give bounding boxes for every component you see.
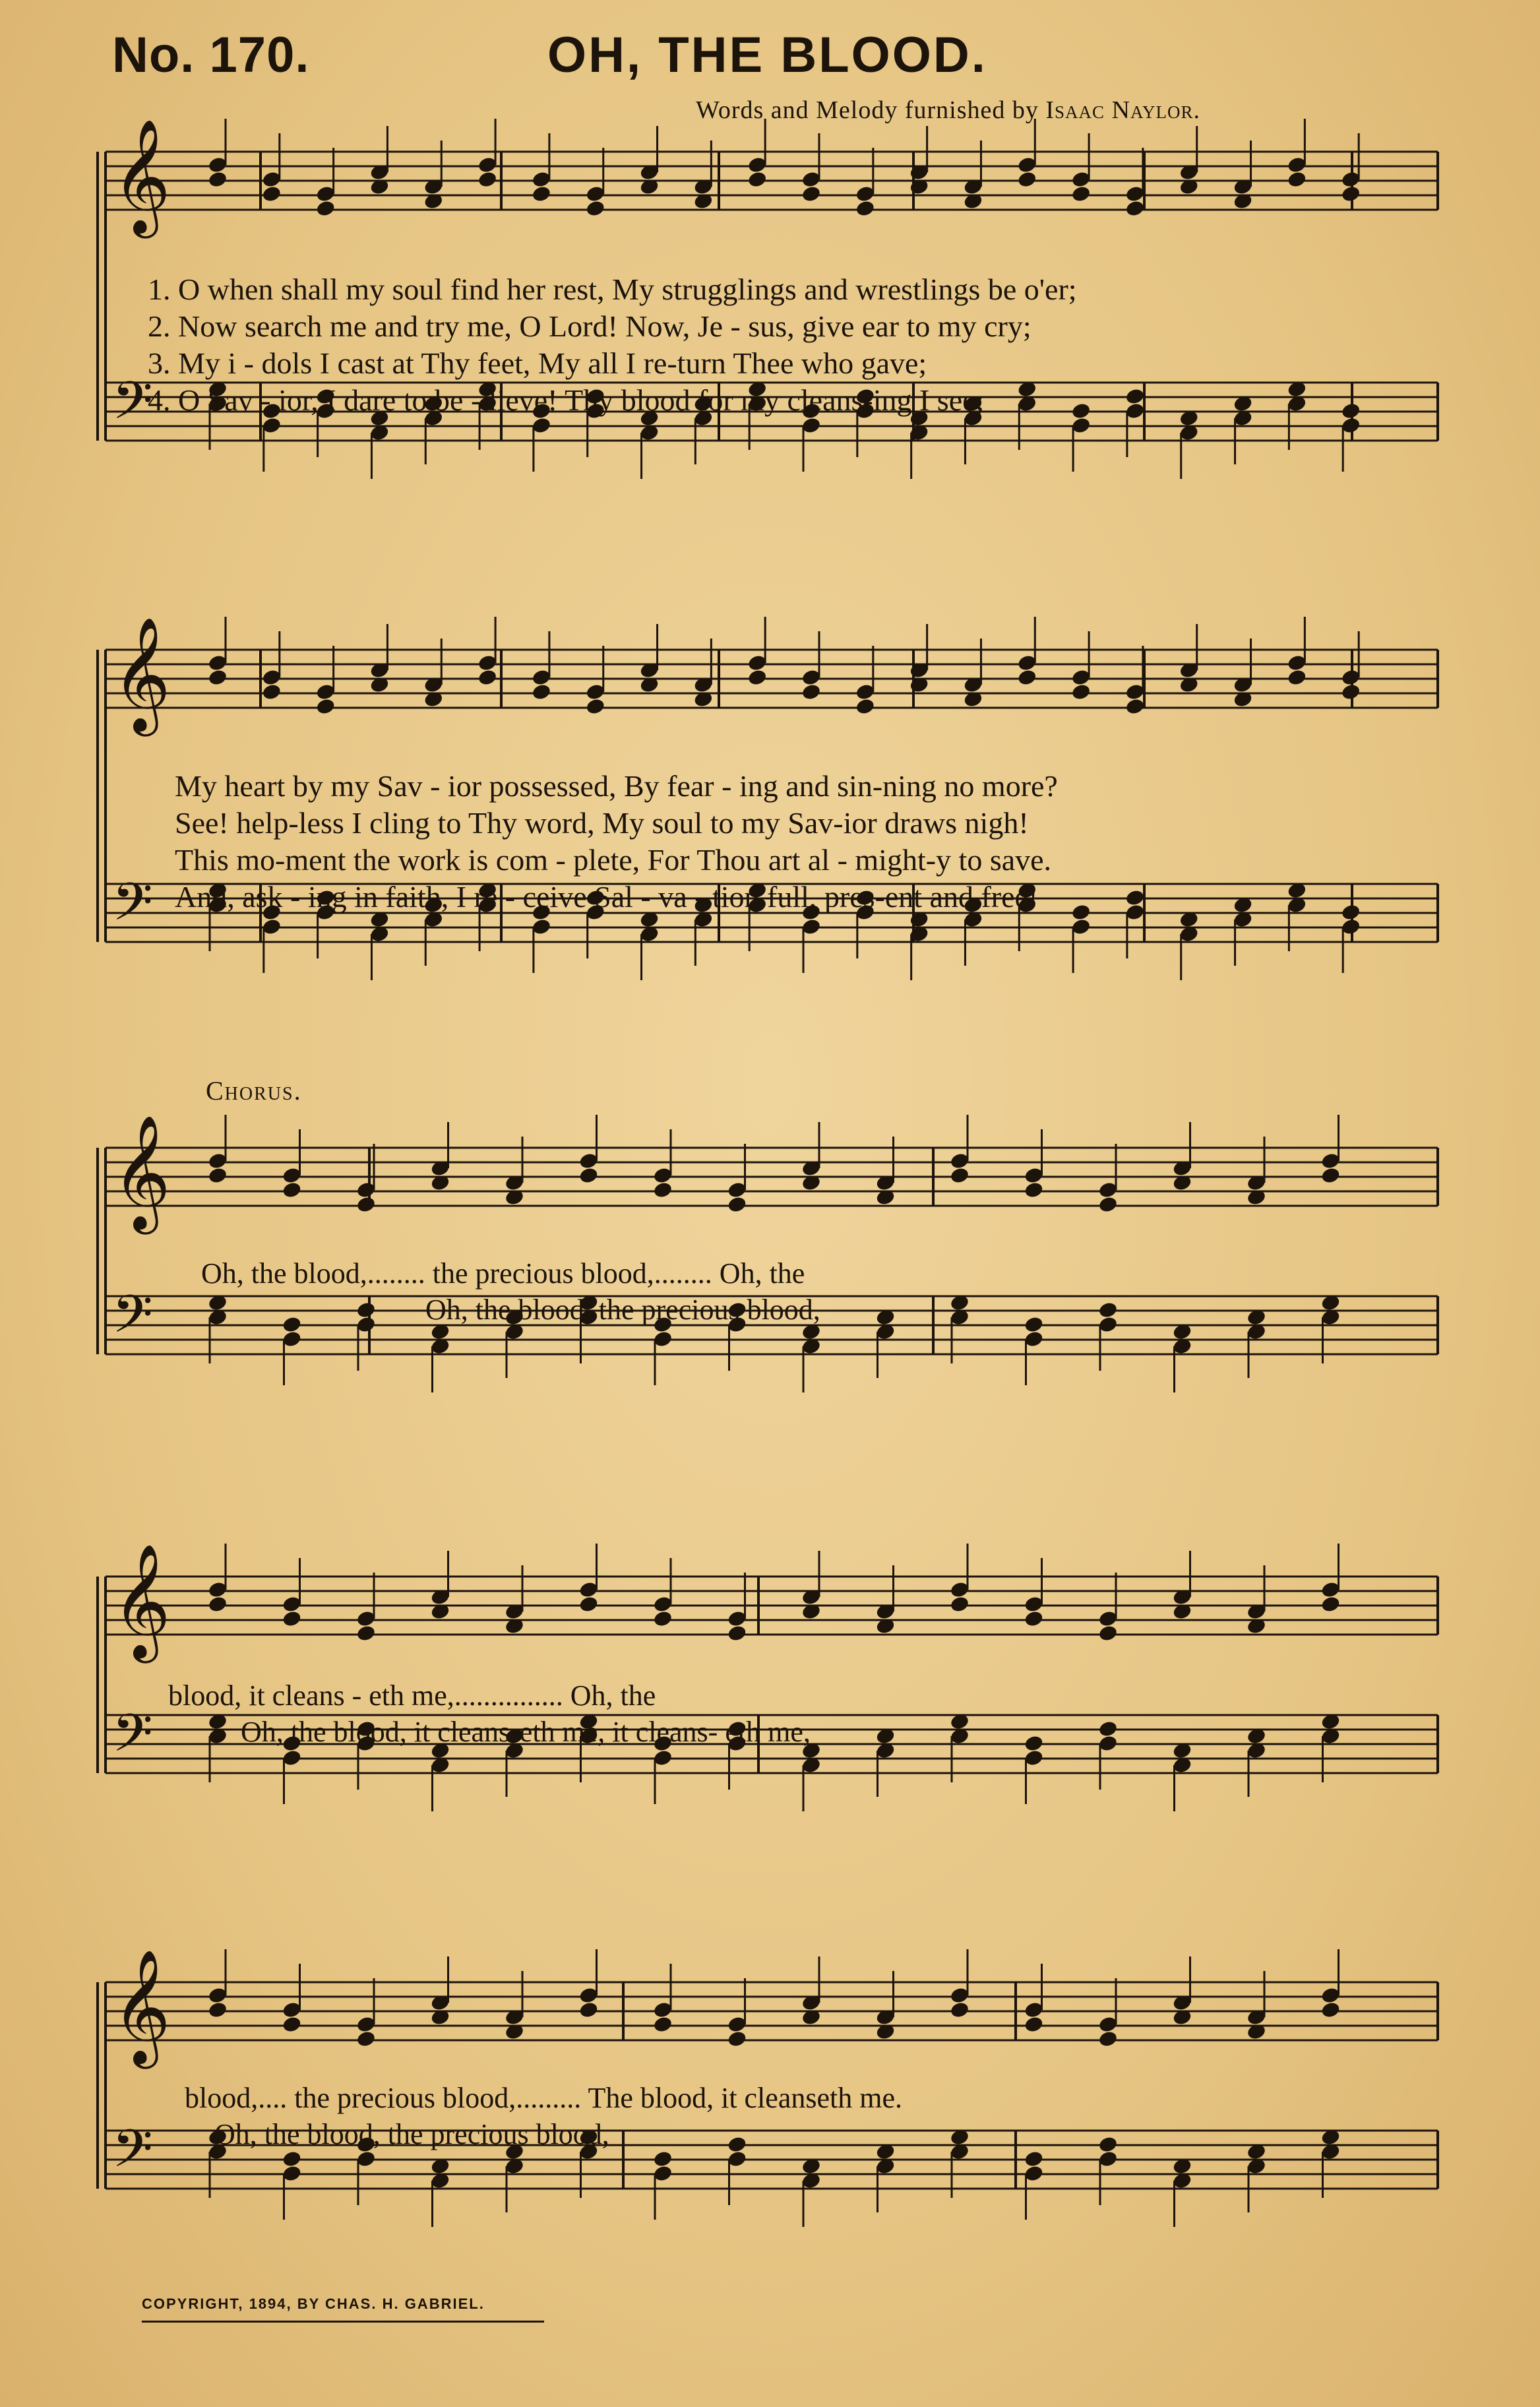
note-head bbox=[578, 1166, 599, 1185]
bass-clef-5: 𝄢 bbox=[112, 2118, 153, 2192]
note-head bbox=[727, 1624, 747, 1642]
chorus-lyric-1-upper: Oh, the blood,........ the precious blood,........ Oh, the bbox=[201, 1257, 805, 1290]
note-head bbox=[355, 1624, 376, 1642]
note-head bbox=[1287, 170, 1307, 189]
treble-staff-4 bbox=[106, 1577, 1438, 1635]
note-head bbox=[207, 1595, 228, 1613]
note-head bbox=[355, 2030, 376, 2048]
note-head bbox=[1341, 903, 1361, 922]
verse-3-line-2: This mo-ment the work is com - plete, For Thou art al - might-y to save. bbox=[175, 843, 1052, 877]
verse-1-line-2: My heart by my Sav - ior possessed, By fear - ing and sin-ning no more? bbox=[175, 769, 1058, 803]
note-head bbox=[315, 697, 336, 716]
note-head bbox=[315, 199, 336, 218]
chorus-lyric-3-upper: blood,.... the precious blood,......... The blood, it cleanseth me. bbox=[185, 2082, 902, 2114]
note-head bbox=[1070, 683, 1091, 701]
note-head bbox=[207, 170, 228, 189]
bass-clef-3: 𝄢 bbox=[112, 1284, 153, 1358]
note-head bbox=[652, 1181, 673, 1199]
verse-3-line-1: 3. My i - dols I cast at Thy feet, My all I re-turn Thee who gave; bbox=[148, 346, 927, 380]
note-head bbox=[1320, 2001, 1341, 2019]
note-head bbox=[1097, 2030, 1118, 2048]
bass-clef-4: 𝄢 bbox=[112, 1703, 153, 1776]
chorus-label: Chorus. bbox=[206, 1076, 302, 1106]
treble-clef-2: 𝄞 bbox=[112, 617, 171, 732]
chorus-lyric-3-lower: Oh, the blood, the precious blood, bbox=[214, 2118, 609, 2150]
note-head bbox=[1017, 170, 1037, 189]
note-head bbox=[1070, 903, 1091, 922]
note-head bbox=[1097, 1195, 1118, 1214]
note-head bbox=[1097, 2135, 1118, 2154]
copyright-underline bbox=[142, 2321, 544, 2323]
note-head bbox=[1024, 1181, 1044, 1199]
note-head bbox=[1341, 402, 1361, 420]
note-head bbox=[1024, 2150, 1044, 2168]
hymn-title: OH, THE BLOOD. bbox=[547, 27, 987, 83]
verse-2-line-1: 2. Now search me and try me, O Lord! Now, Je - sus, give ear to my cry; bbox=[148, 309, 1032, 343]
note-head bbox=[727, 2030, 747, 2048]
note-head bbox=[747, 170, 768, 189]
note-head bbox=[261, 683, 282, 701]
treble-clef-4: 𝄞 bbox=[112, 1544, 171, 1658]
bass-clef-2: 𝄢 bbox=[112, 871, 153, 945]
note-head bbox=[1024, 1734, 1044, 1753]
note-head bbox=[949, 1595, 970, 1613]
note-head bbox=[1070, 185, 1091, 203]
note-head bbox=[355, 1195, 376, 1214]
note-head bbox=[1124, 889, 1145, 907]
note-head bbox=[355, 1301, 376, 1319]
note-head bbox=[652, 2150, 673, 2168]
note-head bbox=[949, 1166, 970, 1185]
note-head bbox=[1017, 668, 1037, 687]
note-head bbox=[207, 668, 228, 687]
note-head bbox=[282, 2150, 302, 2168]
note-head bbox=[578, 2001, 599, 2019]
note-head bbox=[477, 170, 497, 189]
note-head bbox=[207, 1166, 228, 1185]
verse-4-line-2: And, ask - ing in faith, I re - ceive Sal - va - tion full, pres-ent and free! bbox=[175, 880, 1039, 914]
note-head bbox=[855, 697, 875, 716]
note-head bbox=[531, 683, 551, 701]
note-head bbox=[282, 1315, 302, 1334]
treble-staff-5 bbox=[106, 1982, 1438, 2040]
note-head bbox=[282, 2015, 302, 2034]
note-head bbox=[477, 668, 497, 687]
note-head bbox=[1320, 1595, 1341, 1613]
verse-1-line-1: 1. O when shall my soul find her rest, My strugglings and wrestlings be o'er; bbox=[148, 272, 1077, 306]
note-head bbox=[585, 199, 605, 218]
note-head bbox=[1024, 1610, 1044, 1628]
note-head bbox=[1024, 2015, 1044, 2034]
treble-staff-3 bbox=[106, 1148, 1438, 1206]
note-head bbox=[578, 1595, 599, 1613]
chorus-lyric-2-upper: blood, it cleans - eth me,............... Oh, the bbox=[168, 1679, 656, 1712]
verse-2-line-2: See! help-less I cling to Thy word, My soul to my Sav-ior draws nigh! bbox=[175, 806, 1029, 840]
note-head bbox=[801, 683, 821, 701]
note-head bbox=[1024, 1315, 1044, 1334]
treble-clef-1: 𝄞 bbox=[112, 119, 171, 234]
note-head bbox=[747, 668, 768, 687]
chorus-lyric-1-lower: Oh, the blood, the precious blood, bbox=[425, 1294, 820, 1326]
treble-clef-5: 𝄞 bbox=[112, 1949, 171, 2064]
note-head bbox=[282, 1181, 302, 1199]
hymn-number: No. 170. bbox=[112, 27, 310, 83]
credit-prefix: Words and Melody furnished by bbox=[696, 96, 1046, 124]
note-head bbox=[1341, 185, 1361, 203]
note-head bbox=[1341, 683, 1361, 701]
note-head bbox=[727, 1195, 747, 1214]
note-head bbox=[855, 199, 875, 218]
note-head bbox=[1097, 1720, 1118, 1738]
note-head bbox=[949, 2001, 970, 2019]
note-head bbox=[1097, 1624, 1118, 1642]
note-head bbox=[261, 185, 282, 203]
note-head bbox=[1124, 697, 1145, 716]
note-head bbox=[1124, 387, 1145, 406]
note-head bbox=[1124, 199, 1145, 218]
copyright-notice: COPYRIGHT, 1894, BY CHAS. H. GABRIEL. bbox=[142, 2296, 485, 2312]
verse-4-line-1: 4. O Sav - ior, I dare to be - lieve! Thy blood for my cleans-ing I see; bbox=[148, 383, 985, 417]
chorus-lyric-2-lower: Oh, the blood, it cleans-eth me, it cleans- eth me, bbox=[241, 1716, 811, 1748]
note-head bbox=[652, 1610, 673, 1628]
bass-clef-1: 𝄢 bbox=[112, 370, 153, 444]
note-head bbox=[1320, 1166, 1341, 1185]
note-head bbox=[652, 2015, 673, 2034]
note-head bbox=[531, 185, 551, 203]
note-head bbox=[207, 2001, 228, 2019]
treble-clef-3: 𝄞 bbox=[112, 1115, 171, 1230]
note-head bbox=[1097, 1301, 1118, 1319]
note-head bbox=[282, 1610, 302, 1628]
note-head bbox=[727, 2135, 747, 2154]
note-head bbox=[585, 697, 605, 716]
note-head bbox=[1287, 668, 1307, 687]
credit-author: Isaac Naylor. bbox=[1045, 96, 1201, 124]
note-head bbox=[801, 185, 821, 203]
note-head bbox=[1070, 402, 1091, 420]
